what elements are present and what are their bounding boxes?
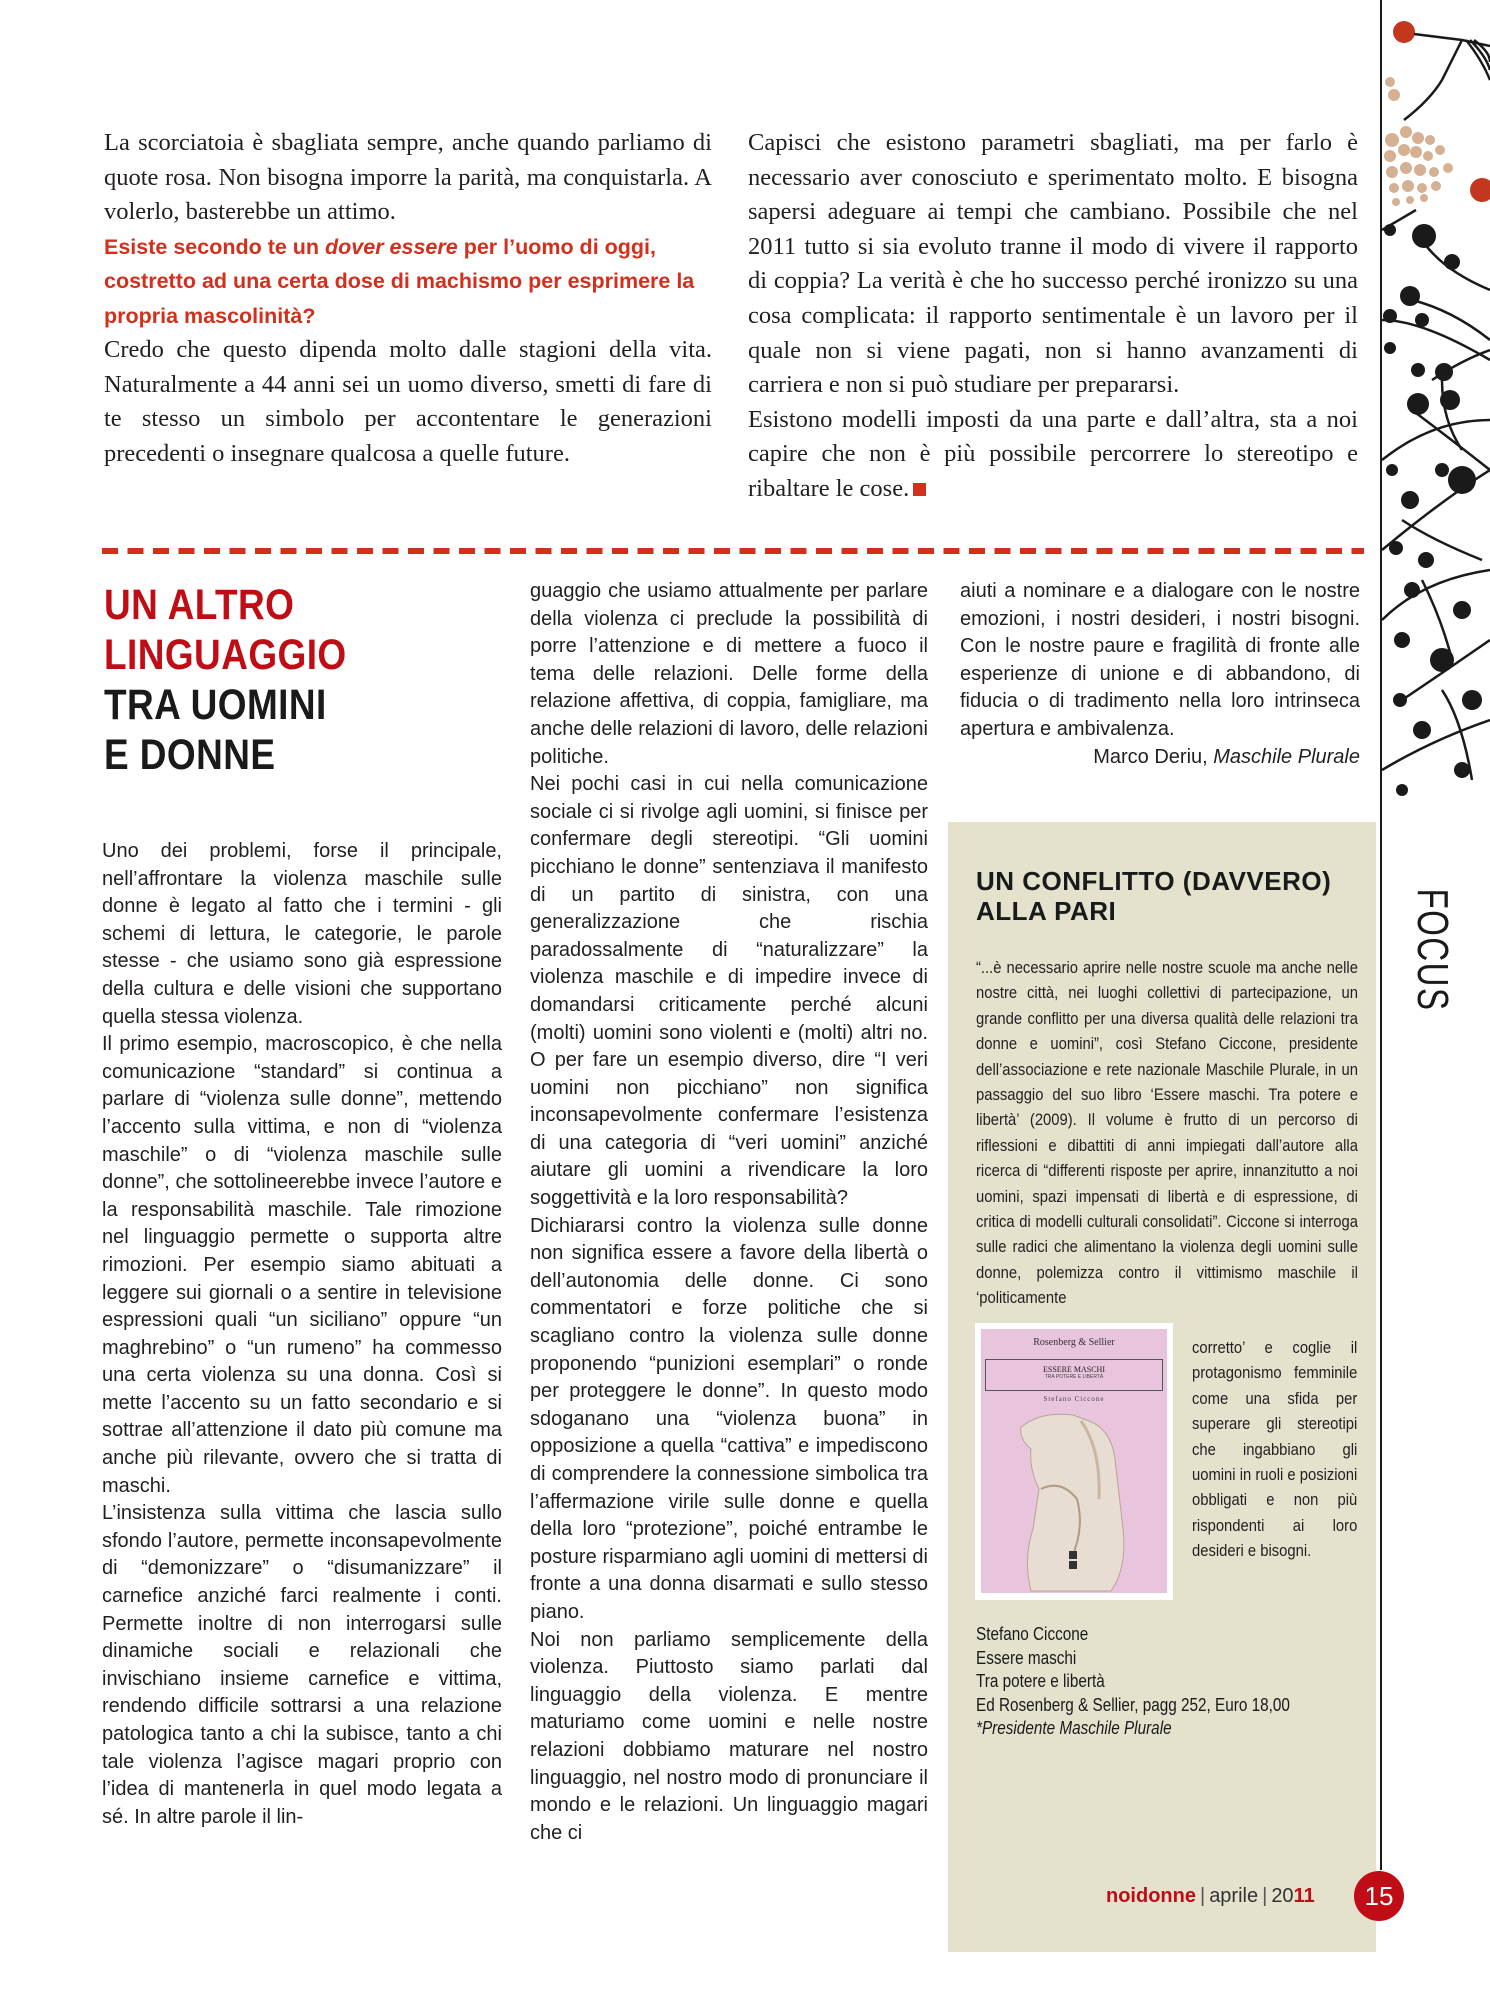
sidebar-title [976, 866, 1356, 926]
article-paragraph: Dichiararsi contro la violenza sulle donne non significa essere a favore della libertà o dell’autonomia delle donne. Ci sono commentatori e forze politiche che si scagliano contro la violenza sulle donne proponendo “punizioni esemplari” o ronde per proteggere le donne”. In questo modo sdoganano una “violenza buona” in opposizione a quella “cattiva” e impediscono di comprendere la connessione simbolica tra l’affermazione virile sulle donne e quella della loro “protezione”, poiché entrambe le posture risparmiano agli uomini di mettersi di fronte a una donna disarmati e sullo stesso piano. [530, 1214, 928, 1623]
book-subtitle: Tra potere e libertà [976, 1671, 1105, 1691]
interview-answer: Credo che questo dipenda molto dalle stagioni della vita. Naturalmente a 44 anni sei un uomo diverso, smetti di fare di te stesso un simbolo per accontentare le generazioni precedenti o insegnare qualcosa a quelle future. [104, 336, 712, 468]
section-label-text: FOCUS [1408, 888, 1457, 1012]
section-label [1382, 880, 1482, 1020]
footer-separator: | [1262, 1885, 1268, 1907]
headline-line-2: LINGUAGGIO [104, 631, 347, 679]
sidebar-title-line-1: UN CONFLITTO (DAVVERO) [976, 866, 1332, 896]
question-text-before: Esiste secondo te un [104, 234, 326, 259]
article-paragraph: Nei pochi casi in cui nella comunicazione sociale ci si rivolge agli uomini, si finisce per confermare degli stereotipi. “Gli uomini picchiano le donne” sentenziava il manifesto di un partito di sinistra, con una generalizzazione che rischia paradossalmente di “naturalizzare” la violenza maschile e di impedire invece di domandarsi criticamente perché alcuni (molti) uomini sono violenti e (molti) altri no. O per fare un esempio diverso, dire “I veri uomini non picchiano” non significa inconsapevolmente confermare l’esistenza di una categoria di “veri uomini” anziché aiutare gli uomini a rivendicare la loro soggettività e la loro responsabilità? [530, 773, 928, 1210]
article-paragraph: Uno dei problemi, forse il principale, nell’affrontare la violenza maschile sulle donne è legato al fatto che i termini - gli schemi di lettura, le categorie, le parole stesse - che usiamo sono già espressione della cultura e delle visioni che supportano quella stessa violenza. [102, 840, 502, 1028]
article-paragraph: L’insistenza sulla vittima che lascia sullo sfondo l’autore, permette inconsapevolmente di “demonizzare” o “disumanizzare” il carnefice anziché farci realmente i conti. Permette inoltre di non interrogarsi sulle dinamiche sociali e relazionali che invischiano insieme carnefice e vittima, rendendo difficile sottrarsi a una relazione patologica tanto a chi la subisce, tanto a chi tale violenza l’agisce magari proprio con l’idea di mantenerla in quel modo legata a sé. In altre parole il lin- [102, 1502, 502, 1828]
headline-line-1: UN ALTRO [104, 581, 295, 629]
interview-question [104, 230, 712, 334]
book-publisher-info: Ed Rosenberg & Sellier, pagg 252, Euro 18,00 [976, 1694, 1290, 1715]
author-footnote: *Presidente Maschile Plurale [976, 1718, 1172, 1738]
end-square-icon [913, 483, 926, 496]
sidebar-title-line-2: ALLA PARI [976, 896, 1117, 926]
article-column-2 [530, 578, 928, 1847]
interview-left-column [104, 126, 712, 472]
issue-year-prefix: 20 [1271, 1885, 1294, 1907]
sidebar-body-continued: corretto’ e coglie il protagonismo femminile come una sfida per superare gli stereotipi che ingabbiano gli uomini in ruoli e posizioni obbligati e non più rispondenti ai loro desideri e bisogni. [1192, 1338, 1358, 1561]
article-column-3 [960, 578, 1360, 771]
book-cover-title: ESSERE MASCHI [1042, 1365, 1105, 1374]
article-headline [104, 580, 431, 780]
author-affiliation: Maschile Plurale [1213, 745, 1360, 768]
author-signature [960, 744, 1360, 772]
book-details [976, 1623, 1367, 1741]
question-text-after: per l’uomo di oggi, costretto ad una certa dose di machismo per esprimere la propria mascolinità? [104, 234, 695, 328]
article-paragraph: Noi non parliamo semplicemente della violenza. Piuttosto siamo parlati dal linguaggio della violenza. E mentre maturiamo come uomini e nelle nostre relazioni dobbiamo maturare nel nostro linguaggio, nel nostro modo di pronunciare il mondo e le relazioni. Un linguaggio magari che ci [530, 1628, 928, 1844]
article-paragraph: guaggio che usiamo attualmente per parlare della violenza ci preclude la possibilità di porre l’attenzione e di mettere a fuoco il tema delle relazioni. Delle forme della relazione affettiva, di coppia, famigliare, ma anche delle relazioni di lavoro, delle relazioni politiche. [530, 580, 928, 768]
dashed-divider [102, 548, 1364, 554]
intro-paragraph: La scorciatoia è sbagliata sempre, anche quando parliamo di quote rosa. Non bisogna imporre la parità, ma conquistarla. A volerlo, basterebbe un attimo. [104, 129, 712, 226]
sidebar-body: “...è necessario aprire nelle nostre scuole ma anche nelle nostre città, nei luoghi collettivi di partecipazione, un grande conflitto per una diversa qualità delle relazioni tra donne e uomini”, così Stefano Ciccone, presidente dell’associazione e rete nazionale Maschile Plurale, in un passaggio del suo libro ‘Essere maschi. Tra potere e libertà’ (2009). Il volume è frutto di un percorso di riflessioni e dibattiti di anni impiegati dall’autore alla ricerca di “differenti risposte per aprire, innanzitutto a noi uomini, spazi impensati di libertà e di espressione, di critica di modelli culturali consolidati”. Ciccone si interroga sulle radici che alimentano la violenza degli uomini sulle donne, polemizza contro il vittimismo maschile il ‘politicamente [976, 958, 1358, 1308]
book-title: Essere maschi [976, 1647, 1077, 1668]
issue-year-suffix: 11 [1293, 1885, 1315, 1907]
page-number-badge: 15 [1354, 1871, 1404, 1921]
answer-paragraph-1: Capisci che esistono parametri sbagliati, ma per farlo è necessario aver conosciuto e sperimentato molto. E bisogna sapersi adeguare ai tempi che cambiano. Possibile che nel 2011 tutto si sia evoluto tranne il modo di vivere il rapporto di coppia? La verità è che ho successo perché ironizzo su una cosa complicata: il rapporto sentimentale è un lavoro per il quale non si viene pagati, non si hanno avanzamenti di carriera e non si può studiare per prepararsi. [748, 129, 1358, 399]
floral-decoration-icon [1382, 0, 1490, 830]
question-italic: dover essere [325, 234, 458, 259]
article-paragraph: aiuti a nominare e a dialogare con le nostre emozioni, i nostri desideri, i nostri bisogni. Con le nostre paure e fragilità di fronte alle esperienze di unione e di abbandono, di fiducia o di tradimento nella loro intrinseca apertura e ambivalenza. [960, 580, 1360, 740]
article-column-1 [102, 838, 502, 1831]
answer-paragraph-2-text: Esistono modelli imposti da una parte e dall’altra, sta a noi capire che non è più possibile percorrere lo stereotipo e ribaltare le cose. [748, 405, 1358, 502]
book-cover-subtitle: TRA POTERE E LIBERTÀ [1044, 1374, 1104, 1380]
interview-right-column [748, 126, 1358, 507]
book-author: Stefano Ciccone [976, 1624, 1089, 1644]
book-cover-author: Stefano Ciccone [1043, 1395, 1105, 1403]
book-cover-publisher: Rosenberg & Sellier [1033, 1337, 1115, 1348]
headline-line-4: E DONNE [104, 731, 276, 779]
book-cover-image [975, 1323, 1173, 1600]
article-paragraph: Il primo esempio, macroscopico, è che nella comunicazione “standard” si continua a parlare di “violenza sulle donne”, mettendo l’accento sulla vittima, e non di “violenza maschile” o di “violenza maschile sulle donne”, che sottolineerebbe invece l’autore e la responsabilità maschile. Tale rimozione nel linguaggio permette o supporta altre rimozioni. Per esempio siamo abituati a leggere sui giornali o a sentire in televisione espressioni quali “un siciliano” oppure “un maghrebino” o “un rumeno” ha commesso una certa violenza su una donna. Così si mette l’accento su un fatto secondario e si sottrae all’attenzione il dato più comune ma anche più rilevante, ovvero che si tratta di maschi. [102, 1033, 502, 1497]
issue-month: aprile [1209, 1885, 1259, 1907]
magazine-name: noidonne [1106, 1885, 1196, 1907]
page-footer [1106, 1885, 1315, 1908]
headline-line-3: TRA UOMINI [104, 681, 327, 729]
sculpture-illustration [981, 1329, 1167, 1593]
answer-paragraph-2 [748, 403, 1358, 507]
author-name: Marco Deriu, [1093, 745, 1214, 768]
footer-separator: | [1199, 1885, 1206, 1907]
